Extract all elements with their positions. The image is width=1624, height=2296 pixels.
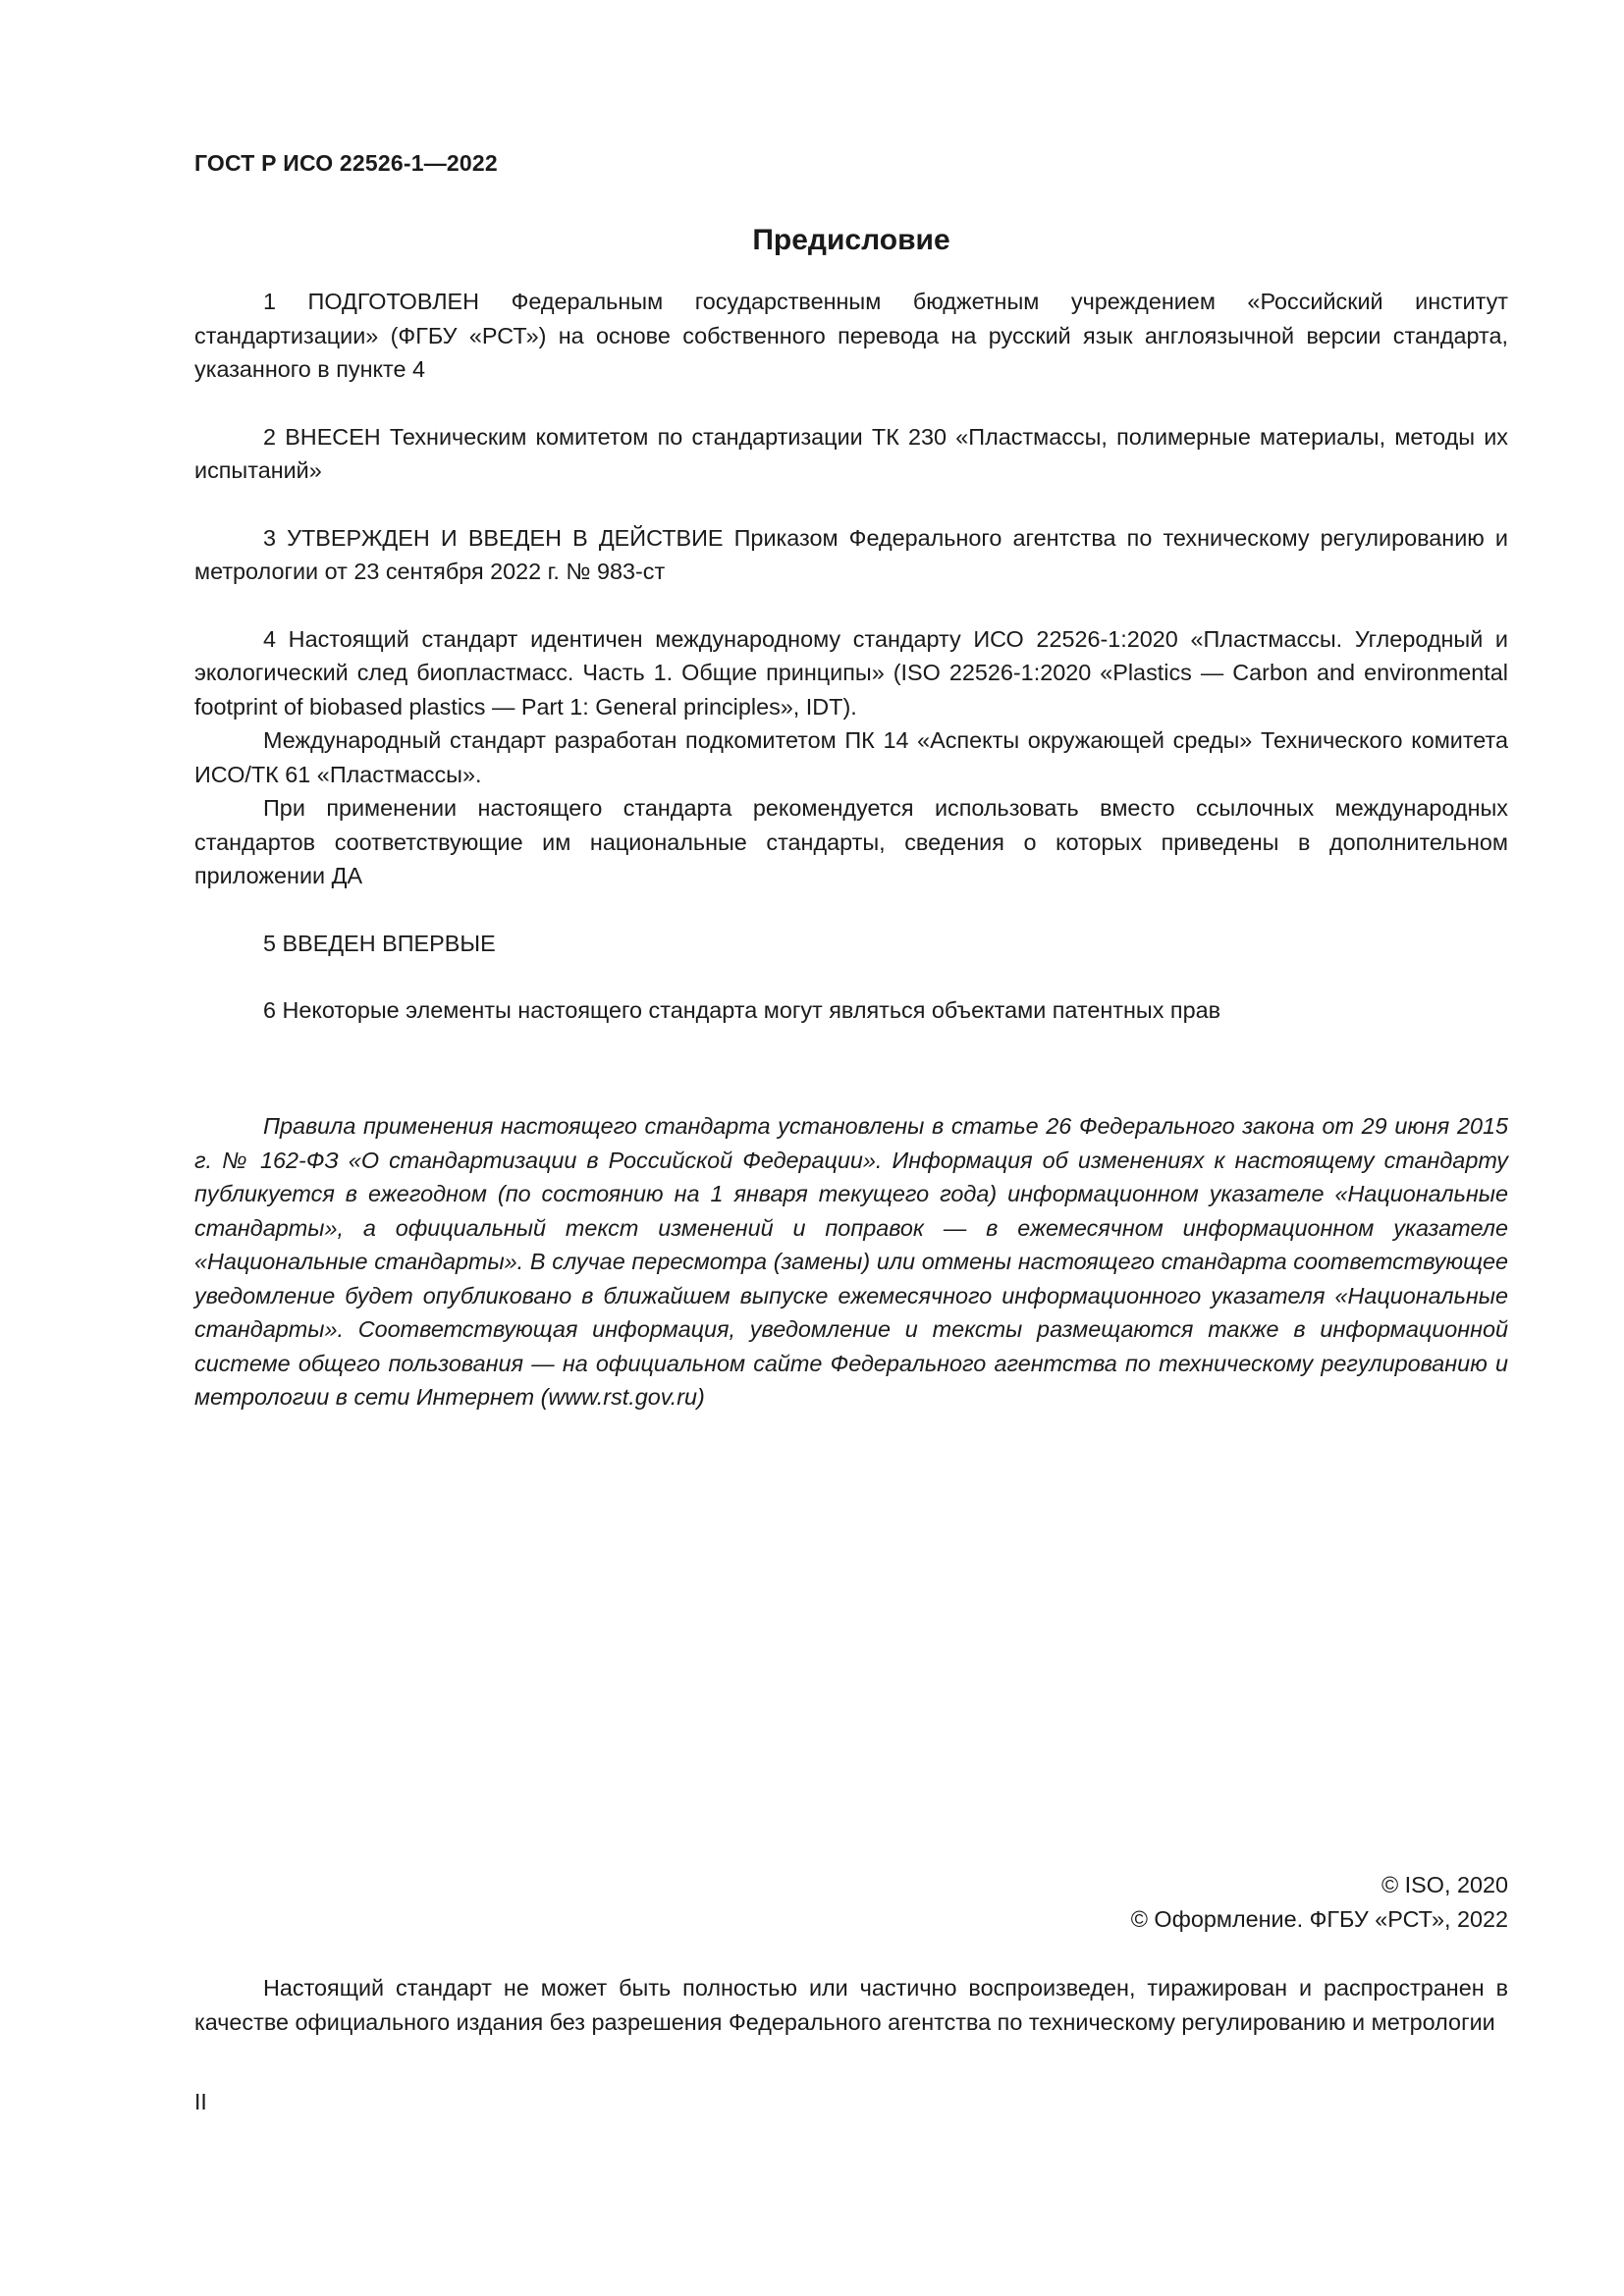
paragraph-identical: 4 Настоящий стандарт идентичен международному стандарту ИСО 22526-1:2020 «Пластмассы. Углеродный и экологический след биопластмасс. Часть 1. Общие принципы» (ISO 22526-1:2020 «Plastics — Carbon and environmental footprint of biobased plastics — Part 1: General principles», IDT). [194, 625, 1508, 720]
copyright-design: © Оформление. ФГБУ «РСТ», 2022 [1130, 1905, 1508, 1932]
paragraph-prepared: 1 ПОДГОТОВЛЕН Федеральным государственным бюджетным учреждением «Российский институт стандартизации» (ФГБУ «РСТ») на основе собственного перевода на русский язык англоязычной версии стандарта, указанного в пункте 4 [194, 289, 1508, 382]
document-code: ГОСТ Р ИСО 22526-1—2022 [194, 150, 498, 176]
copyright-block [194, 1868, 1508, 1936]
paragraph-patents: 6 Некоторые элементы настоящего стандарта могут являться объектами патентных прав [263, 997, 1221, 1023]
reproduction-notice: Настоящий стандарт не может быть полностью или частично воспроизведен, тиражирован и распространен в качестве официального издания без разрешения Федерального агентства по техническому регулированию и метрологии [194, 1975, 1508, 2035]
paragraph-developed-by: Международный стандарт разработан подкомитетом ПК 14 «Аспекты окружающей среды» Технического комитета ИСО/ТК 61 «Пластмассы». [194, 727, 1508, 787]
page-title: Предисловие [752, 224, 950, 256]
paragraph-references: При применении настоящего стандарта рекомендуется использовать вместо ссылочных международных стандартов соответствующие им национальные стандарты, сведения о которых приведены в дополнительном приложении ДА [194, 795, 1508, 888]
foreword-body [194, 285, 1508, 1028]
paragraph-approved: 3 УТВЕРЖДЕН И ВВЕДЕН В ДЕЙСТВИЕ Приказом Федерального агентства по техническому регулированию и метрологии от 23 сентября 2022 г. № 983-ст [194, 524, 1508, 584]
copyright-iso: © ISO, 2020 [1380, 1872, 1508, 1897]
paragraph-first-introduced: 5 ВВЕДЕН ВПЕРВЫЕ [263, 930, 496, 956]
page-number: II [194, 2089, 207, 2114]
paragraph-submitted: 2 ВНЕСЕН Техническим комитетом по стандартизации ТК 230 «Пластмассы, полимерные материалы, методы их испытаний» [194, 423, 1508, 483]
rules-notice: Правила применения настоящего стандарта установлены в статье 26 Федерального закона от 29 июня 2015 г. № 162-ФЗ «О стандартизации в Российской Федерации». Информация об изменениях к настоящему стандарту публикуется в ежегодном (по состоянию на 1 января текущего года) информационном указателе «Национальные стандарты», а официальный текст изменений и поправок — в ежемесячном информационном указателе «Национальные стандарты». В случае пересмотра (замены) или отмены настоящего стандарта соответствующее уведомление будет опубликовано в ближайшем выпуске ежемесячного информационного указателя «Национальные стандарты». Соответствующая информация, уведомление и тексты размещаются также в информационной системе общего пользования — на официальном сайте Федерального агентства по техническому регулированию и метрологии в сети Интернет (www.rst.gov.ru) [194, 1113, 1508, 1410]
